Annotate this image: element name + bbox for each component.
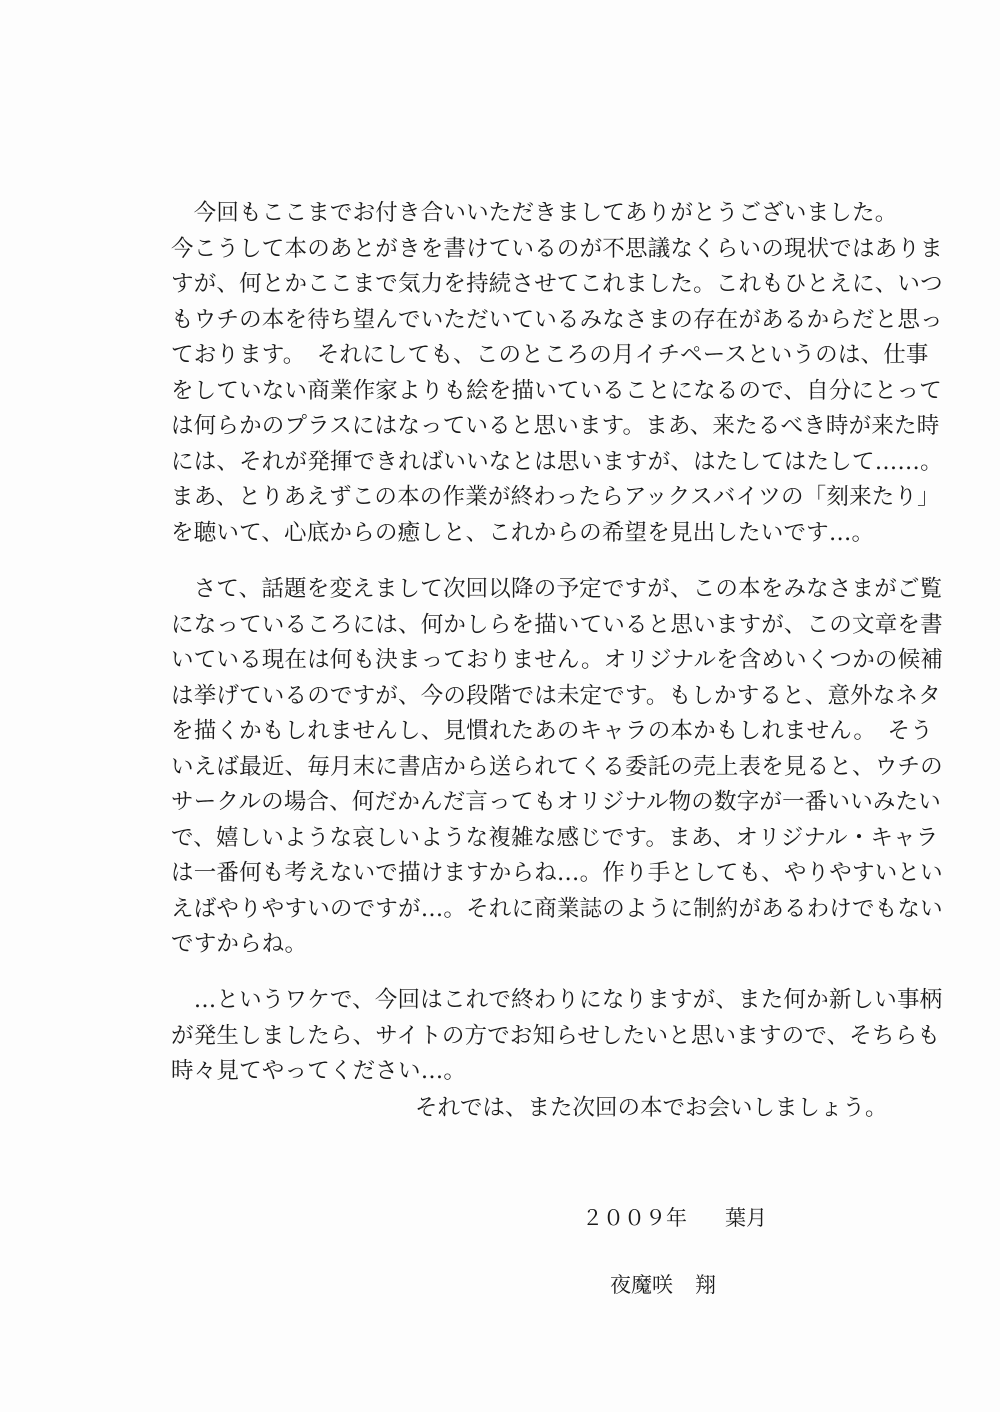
author-given-name: 翔	[695, 1273, 716, 1297]
text-line: 今回もここまでお付き合いいただきましてありがとうございました。	[171, 200, 898, 226]
text-line: は何らかのプラスにはなっていると思います。まあ、来たるべき時が来た時	[171, 413, 940, 439]
text-line: をしていない商業作家よりも絵を描いていることになるので、自分にとって	[171, 377, 942, 404]
text-line: ですからね。	[171, 931, 308, 957]
text-line: は挙げているのですが、今の段階では未定です。もしかすると、意外なネタ	[171, 682, 942, 709]
author-signature	[610, 1270, 716, 1300]
text-line: ております。 それにしても、このところの月イチペースというのは、仕事	[171, 342, 929, 368]
text-line: には、それが発揮できればいいなとは思いますが、はたしてはたして……。	[171, 448, 943, 475]
text-line: すが、何とかここまで気力を持続させてこれました。これもひとえに、いつ	[171, 271, 943, 297]
text-line: 時々見てやってください…。	[171, 1058, 467, 1084]
text-line: が発生しましたら、サイトの方でお知らせしたいと思いますので、そちらも	[171, 1022, 941, 1049]
text-line: で、嬉しいような哀しいような複雑な感じです。まあ、オリジナル・キャラ	[171, 824, 939, 851]
text-line: を聴いて、心底からの癒しと、これからの希望を見出したいです…。	[171, 519, 875, 546]
text-line: もウチの本を待ち望んでいただいているみなさまの存在があるからだと思っ	[171, 306, 943, 333]
closing-line: それでは、また次回の本でお会いしましょう。	[415, 1095, 888, 1121]
text-line: まあ、とりあえずこの本の作業が終わったらアックスバイツの「刻来たり」	[171, 484, 940, 510]
paragraph-2	[171, 572, 944, 963]
text-line: は一番何も考えないで描けますからね…。作り手としても、やりやすいとい	[171, 860, 943, 886]
paragraph-1	[171, 196, 943, 551]
text-line: いている現在は何も決まっておりません。オリジナルを含めいくつかの候補	[171, 647, 944, 673]
date-line	[582, 1203, 767, 1233]
text-line: さて、話題を変えまして次回以降の予定ですが、この本をみなさまがご覧	[171, 576, 943, 602]
paragraph-3	[171, 983, 943, 1090]
date-year: ２００９年	[582, 1206, 687, 1230]
text-line: …というワケで、今回はこれで終わりになりますが、また何か新しい事柄	[171, 987, 943, 1013]
text-line: いえば最近、毎月末に書店から送られてくる委託の売上表を見ると、ウチの	[171, 753, 943, 780]
date-month: 葉月	[725, 1206, 767, 1230]
text-line: を描くかもしれませんし、見慣れたあのキャラの本かもしれません。 そう	[171, 718, 933, 744]
text-line: になっているころには、何かしらを描いていると思いますが、この文章を書	[171, 611, 943, 638]
text-line: サークルの場合、何だかんだ言ってもオリジナル物の数字が一番いいみたい	[171, 789, 942, 815]
text-line: 今こうして本のあとがきを書けているのが不思議なくらいの現状ではありま	[171, 235, 943, 262]
author-family-name: 夜魔咲	[610, 1273, 673, 1297]
text-line: えばやりやすいのですが…。それに商業誌のように制約があるわけでもない	[171, 895, 943, 922]
